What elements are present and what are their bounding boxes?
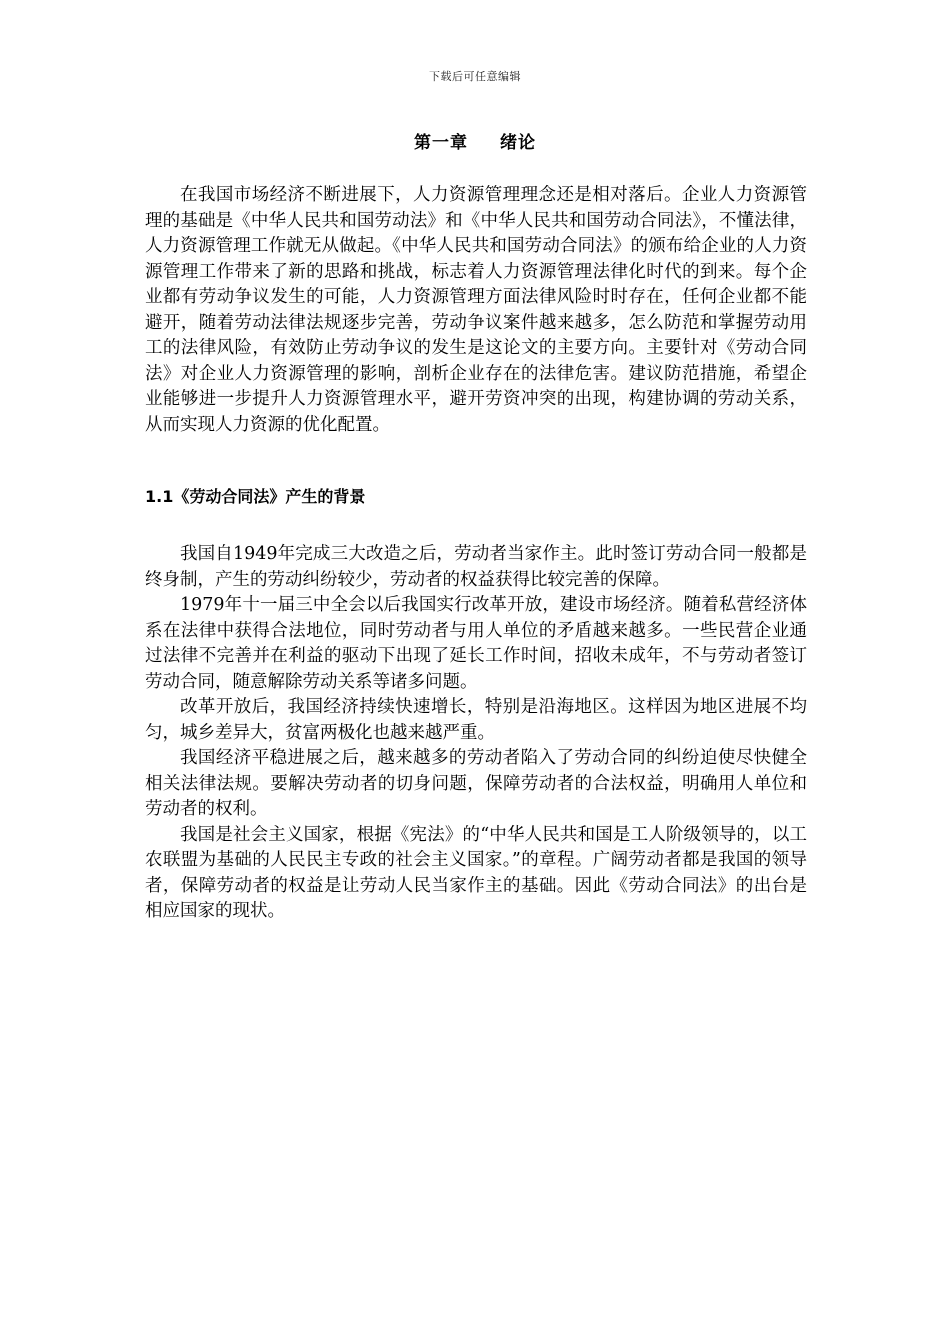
section-paragraph-4: 我国经济平稳进展之后，越来越多的劳动者陷入了劳动合同的纠纷迫使尽快健全相关法律法规。要解决劳动者的切身问题，保障劳动者的合法权益，明确用人单位和劳动者的权利。	[145, 748, 807, 819]
section-heading: 1.1《劳动合同法》产生的背景	[145, 487, 366, 506]
section-paragraph-2: 1979年十一届三中全会以后我国实行改革开放，建设市场经济。随着私营经济体系在法律中获得合法地位，同时劳动者与用人单位的矛盾越来越多。一些民营企业通过法律不完善并在利益的驱动下出现了延长工作时间，招收未成年，不与劳动者签订劳动合同，随意解除劳动关系等诸多问题。	[145, 595, 807, 692]
intro-paragraph: 在我国市场经济不断进展下，人力资源管理理念还是相对落后。企业人力资源管理的基础是《中华人民共和国劳动法》和《中华人民共和国劳动合同法》，不懂法律，人力资源管理工作就无从做起。《中华人民共和国劳动合同法》的颁布给企业的人力资源管理工作带来了新的思路和挑战，标志着人力资源管理法律化时代的到来。每个企业都有劳动争议发生的可能，人力资源管理方面法律风险时时存在，任何企业都不能避开，随着劳动法律法规逐步完善，劳动争议案件越来越多，怎么防范和掌握劳动用工的法律风险，有效防止劳动争议的发生是这论文的主要方向。主要针对《劳动合同法》对企业人力资源管理的影响，剖析企业存在的法律危害。建议防范措施，希望企业能够进一步提升人力资源管理水平，避开劳资冲突的出现，构建协调的劳动关系，从而实现人力资源的优化配置。	[145, 185, 807, 435]
chapter-number: 第一章	[414, 133, 468, 153]
section-paragraph-3: 改革开放后，我国经济持续快速增长，特别是沿海地区。这样因为地区进展不均匀，城乡差异大，贫富两极化也越来越严重。	[145, 697, 807, 743]
intro-section	[145, 183, 807, 438]
chapter-title	[0, 128, 950, 153]
section-paragraph-5: 我国是社会主义国家，根据《宪法》的“中华人民共和国是工人阶级领导的，以工农联盟为基础的人民民主专政的社会主义国家。”的章程。广阔劳动者都是我国的领导者，保障劳动者的权益是让劳动人民当家作主的基础。因此《劳动合同法》的出台是相应国家的现状。	[145, 824, 807, 921]
section-paragraph-1: 我国自1949年完成三大改造之后，劳动者当家作主。此时签订劳动合同一般都是终身制，产生的劳动纠纷较少，劳动者的权益获得比较完善的保障。	[145, 544, 807, 590]
section-body	[145, 542, 807, 925]
page-header-note: 下载后可任意编辑	[429, 70, 521, 83]
chapter-name: 绪论	[500, 133, 536, 153]
